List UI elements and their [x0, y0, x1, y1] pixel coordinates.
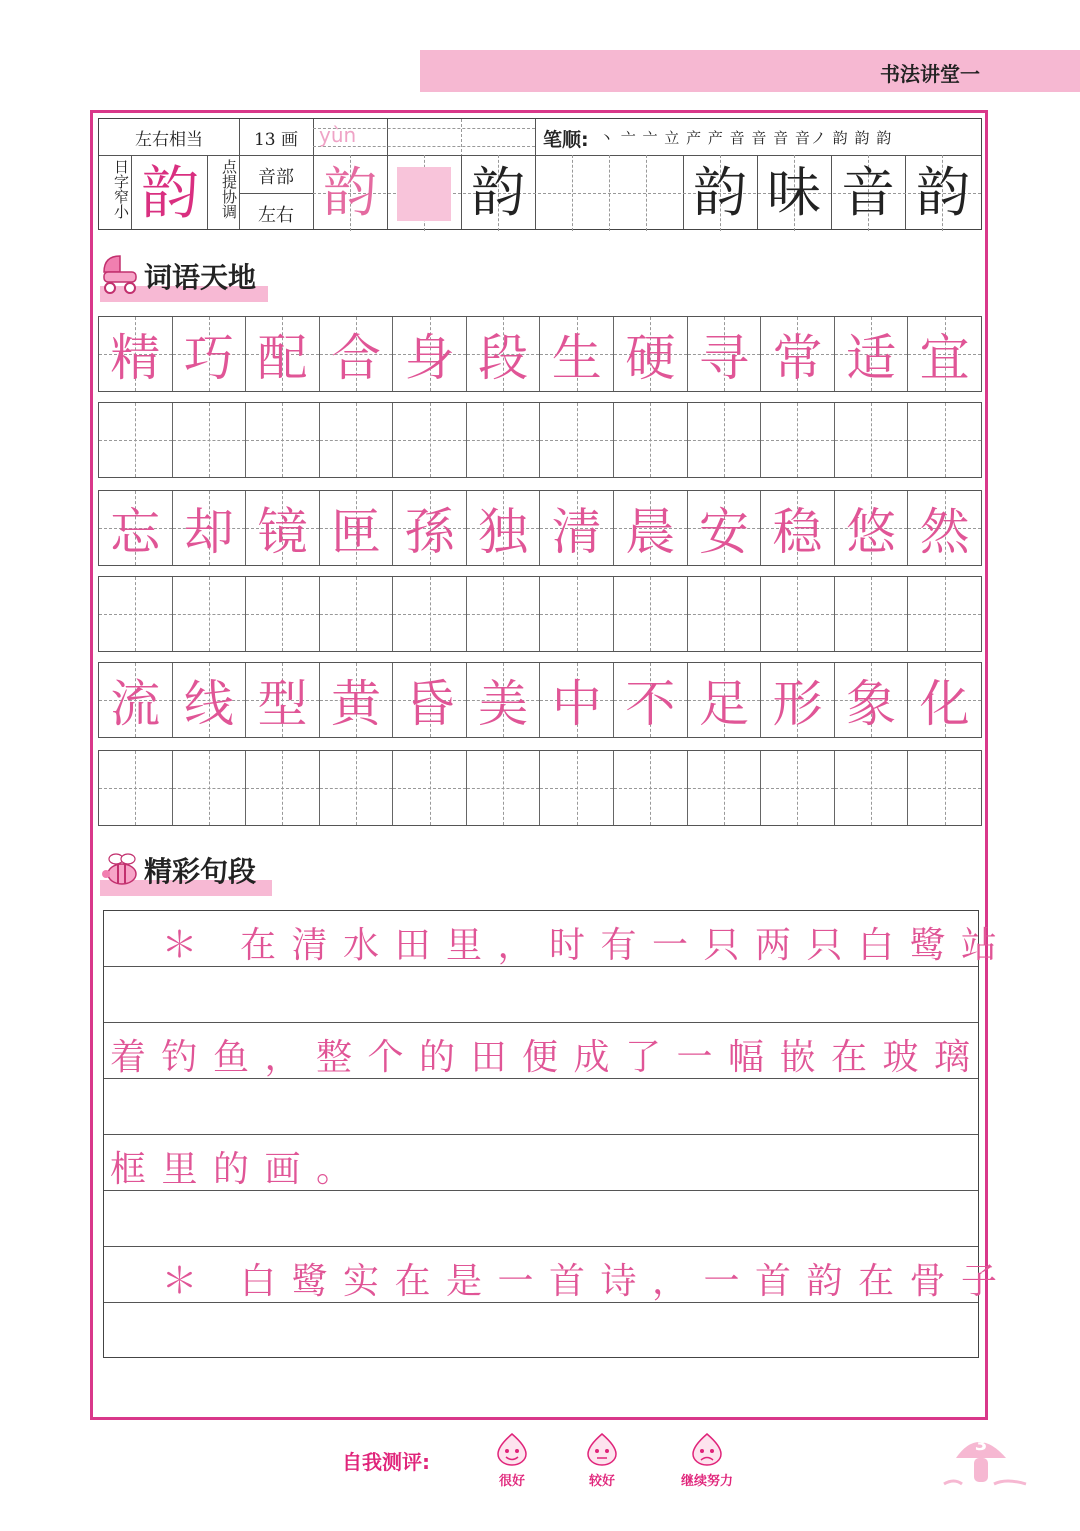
section-words-heading	[100, 252, 270, 296]
word-char: 配	[257, 329, 308, 387]
word-char: 足	[698, 675, 749, 733]
word-cell	[908, 491, 981, 565]
tip-left: 日字窄小	[112, 159, 130, 219]
word-char-2: 味	[767, 161, 821, 224]
word-char: 宜	[919, 329, 970, 387]
rating-label-2: 较好	[588, 1474, 615, 1489]
sentence-line-5: 框里的画。	[110, 1149, 368, 1190]
word-cell	[246, 491, 320, 565]
word-char: 忘	[110, 503, 161, 561]
word-cell	[173, 663, 247, 737]
neutral-face-icon	[582, 1432, 622, 1466]
word-char: 清	[551, 503, 602, 561]
word-cell	[761, 317, 835, 391]
word-char: 合	[331, 329, 382, 387]
word-char: 寻	[698, 329, 749, 387]
pinyin: yùn	[319, 123, 357, 147]
word-char-1: 韵	[693, 161, 747, 224]
word-cell	[688, 491, 762, 565]
word-cell	[908, 663, 981, 737]
word-char: 流	[110, 675, 161, 733]
word-char: 美	[478, 675, 529, 733]
trace-highlight	[397, 167, 451, 221]
rating-good[interactable]	[580, 1432, 624, 1489]
word-char: 化	[919, 675, 970, 733]
sentence-line-3: 着钓鱼，整个的田便成了一幅嵌在玻璃	[110, 1037, 986, 1078]
rating-very-good[interactable]	[490, 1432, 534, 1489]
word-char: 稳	[772, 503, 823, 561]
word-char: 硬	[625, 329, 676, 387]
word-cell	[393, 663, 467, 737]
sentence-line-7: ＊ 白鹭实在是一首诗，一首韵在骨子	[110, 1261, 1013, 1302]
layout: 左右	[258, 205, 294, 226]
header-title: 书法讲堂一	[880, 62, 980, 86]
word-char: 线	[183, 675, 234, 733]
self-eval-label: 自我测评:	[342, 1450, 430, 1474]
word-cell	[320, 317, 394, 391]
word-cell	[467, 317, 541, 391]
info-table	[98, 118, 982, 230]
word-cell	[614, 663, 688, 737]
word-cell	[246, 317, 320, 391]
word-cell	[173, 491, 247, 565]
section-sentences-label: 精彩句段	[144, 855, 257, 888]
word-cell	[393, 491, 467, 565]
word-cell	[99, 663, 173, 737]
word-char: 身	[404, 329, 455, 387]
word-cell	[688, 663, 762, 737]
word-cell	[835, 663, 909, 737]
word-char: 生	[551, 329, 602, 387]
word-char: 然	[919, 503, 970, 561]
practice-row-3	[98, 750, 982, 826]
word-cell	[540, 317, 614, 391]
word-char: 晨	[625, 503, 676, 561]
sentence-line-1: ＊ 在清水田里，时有一只两只白鹭站	[110, 925, 1013, 966]
word-char: 镜	[257, 503, 308, 561]
word-char: 悠	[846, 503, 897, 561]
rating-label-1: 很好	[498, 1474, 525, 1489]
word-char-3: 音	[841, 161, 895, 224]
word-char: 孫	[404, 503, 455, 561]
header-bar	[420, 50, 1080, 92]
stroke-order-sequence: 丶 亠 亠 立 产 产 音 音 音 音ノ 韵 韵 韵	[599, 129, 893, 147]
word-cell	[320, 491, 394, 565]
word-cell	[835, 491, 909, 565]
rating-keep-trying[interactable]	[672, 1432, 742, 1489]
word-char: 中	[551, 675, 602, 733]
word-char: 象	[846, 675, 897, 733]
rating-label-3: 继续努力	[680, 1474, 733, 1489]
word-char: 安	[698, 503, 749, 561]
word-cell	[540, 491, 614, 565]
tip-right: 点提协调	[220, 159, 238, 219]
page-number: 3	[974, 1434, 988, 1455]
word-cell	[99, 491, 173, 565]
stroke-count: 13 画	[253, 130, 299, 150]
word-cell	[467, 663, 541, 737]
word-cell	[246, 663, 320, 737]
word-char-4: 韵	[916, 161, 970, 224]
trace-char-2: 韵	[471, 161, 525, 224]
trace-char-1: 韵	[323, 161, 377, 224]
word-row-1	[98, 316, 982, 392]
main-character: 韵	[140, 159, 199, 227]
word-cell	[908, 317, 981, 391]
section-words-label: 词语天地	[144, 261, 257, 294]
word-cell	[761, 663, 835, 737]
word-cell	[173, 317, 247, 391]
word-row-2	[98, 490, 982, 566]
word-cell	[467, 491, 541, 565]
word-char: 形	[772, 675, 823, 733]
structure-label: 左右相当	[135, 130, 203, 150]
word-char: 常	[772, 329, 823, 387]
page-number-badge	[940, 1428, 1030, 1498]
word-char: 却	[183, 503, 234, 561]
word-cell	[835, 317, 909, 391]
word-cell	[614, 317, 688, 391]
smile-face-icon	[492, 1432, 532, 1466]
word-char: 独	[478, 503, 529, 561]
sentence-area	[103, 910, 1013, 1358]
word-cell	[614, 491, 688, 565]
practice-row-2	[98, 576, 982, 652]
word-char: 巧	[183, 329, 234, 387]
sad-face-icon	[687, 1432, 727, 1466]
word-char: 精	[110, 329, 161, 387]
word-char: 昏	[404, 675, 455, 733]
word-cell	[99, 317, 173, 391]
word-char: 不	[625, 675, 676, 733]
word-char: 段	[478, 329, 529, 387]
word-cell	[688, 317, 762, 391]
stroke-order-label: 笔顺:	[543, 129, 589, 151]
word-cell	[540, 663, 614, 737]
practice-row-1	[98, 402, 982, 478]
radical: 音部	[258, 167, 294, 188]
word-cell	[761, 491, 835, 565]
word-char: 匣	[331, 503, 382, 561]
word-char: 型	[257, 675, 308, 733]
word-char: 适	[846, 329, 897, 387]
word-char: 黄	[331, 675, 382, 733]
word-row-3	[98, 662, 982, 738]
word-cell	[320, 663, 394, 737]
word-cell	[393, 317, 467, 391]
section-sentences-heading	[100, 846, 272, 890]
